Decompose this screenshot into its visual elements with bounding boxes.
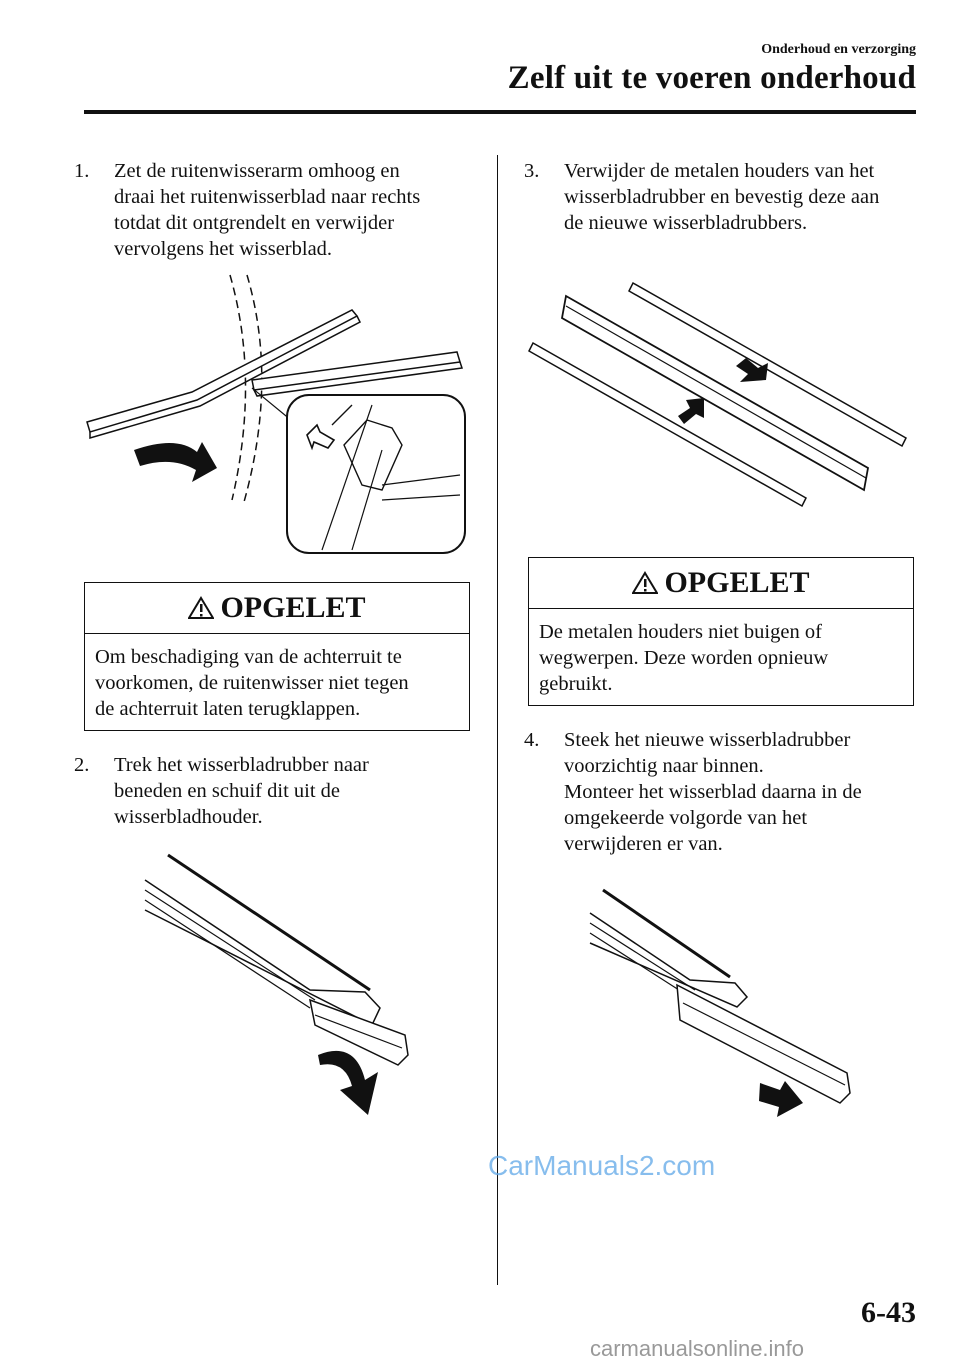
step-text-line: wisserbladrubber en bevestig deze aan bbox=[564, 186, 880, 208]
step-text-line: omgekeerde volgorde van het bbox=[564, 807, 808, 829]
step-text-line: Zet de ruitenwisserarm omhoog en bbox=[114, 160, 400, 182]
step-number: 2. bbox=[74, 754, 90, 776]
step-2 bbox=[74, 752, 474, 830]
caution-box-1 bbox=[84, 582, 470, 731]
rubber-insert-illustration bbox=[585, 885, 860, 1135]
step-text-line: totdat dit ontgrendelt en verwijder bbox=[114, 212, 395, 234]
section-title: Onderhoud en verzorging bbox=[761, 42, 916, 57]
step-4 bbox=[524, 727, 924, 857]
step-text-line: verwijderen er van. bbox=[564, 833, 723, 855]
caution-text-line: gebruikt. bbox=[539, 673, 613, 695]
rubber-pull-illustration bbox=[140, 850, 420, 1120]
wiper-unlock-illustration bbox=[82, 270, 472, 560]
metal-holders-illustration bbox=[528, 278, 913, 508]
caution-title: OPGELET bbox=[664, 566, 810, 599]
step-3 bbox=[524, 158, 924, 236]
step-number: 3. bbox=[524, 160, 540, 182]
step-1 bbox=[74, 158, 474, 262]
column-divider bbox=[497, 155, 498, 1285]
step-text-line: draai het ruitenwisserblad naar rechts bbox=[114, 186, 421, 208]
step-text-line: beneden en schuif dit uit de bbox=[114, 780, 341, 802]
step-text-line: vervolgens het wisserblad. bbox=[114, 238, 333, 260]
caution-header bbox=[529, 558, 913, 609]
watermark-logo: CarManuals2.com bbox=[488, 1150, 716, 1181]
footer-watermark: carmanualsonline.info bbox=[590, 1336, 805, 1361]
warning-icon bbox=[188, 596, 214, 620]
step-text-line: Trek het wisserbladrubber naar bbox=[114, 754, 369, 776]
step-text-line: Verwijder de metalen houders van het bbox=[564, 160, 875, 182]
caution-text-line: wegwerpen. Deze worden opnieuw bbox=[539, 647, 829, 669]
page-title: Zelf uit te voeren onderhoud bbox=[507, 60, 916, 96]
caution-title: OPGELET bbox=[220, 591, 366, 624]
caution-text-line: Om beschadiging van de achterruit te bbox=[95, 646, 402, 668]
caution-box-2 bbox=[528, 557, 914, 706]
step-text-line: Steek het nieuwe wisserbladrubber bbox=[564, 729, 851, 751]
page-number: 6-43 bbox=[861, 1296, 916, 1329]
warning-icon bbox=[632, 571, 658, 595]
step-text-line: voorzichtig naar binnen. bbox=[564, 755, 764, 777]
step-text-line: Monteer het wisserblad daarna in de bbox=[564, 781, 862, 803]
caution-text-line: De metalen houders niet buigen of bbox=[539, 621, 822, 643]
step-number: 1. bbox=[74, 160, 90, 182]
step-text-line: de nieuwe wisserbladrubbers. bbox=[564, 212, 808, 234]
caution-text-line: de achterruit laten terugklappen. bbox=[95, 698, 361, 720]
caution-header bbox=[85, 583, 469, 634]
step-number: 4. bbox=[524, 729, 540, 751]
step-text-line: wisserbladhouder. bbox=[114, 806, 263, 828]
header-rule bbox=[84, 110, 916, 114]
caution-text-line: voorkomen, de ruitenwisser niet tegen bbox=[95, 672, 409, 694]
